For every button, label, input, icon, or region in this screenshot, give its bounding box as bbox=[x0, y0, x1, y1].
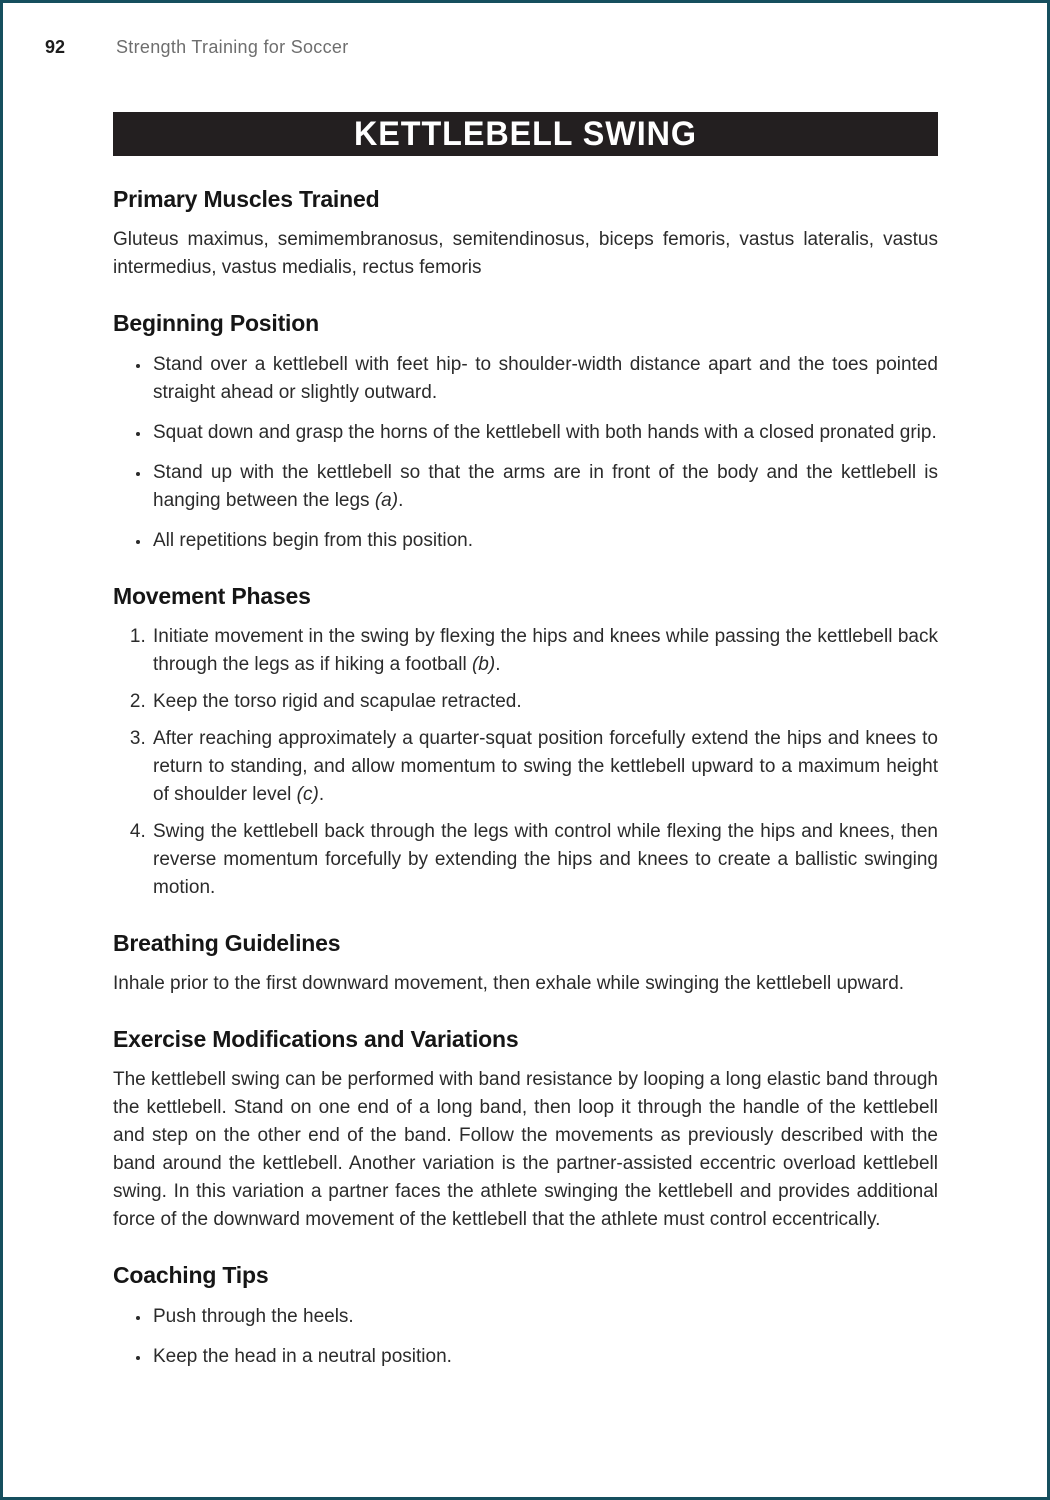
bullet-item bbox=[151, 1343, 938, 1371]
text-segment: Gluteus maximus, semimembranosus, semitendinosus, biceps femoris, vastus lateralis, vastus intermedius, vastus medialis, rectus femoris bbox=[113, 229, 938, 278]
text-segment: Initiate movement in the swing by flexing the hips and knees while passing the kettlebell back through the legs as if hiking a football bbox=[153, 626, 938, 675]
numbered-item bbox=[151, 818, 938, 902]
section-heading: Movement Phases bbox=[113, 583, 311, 609]
section-coaching-tips bbox=[113, 1262, 938, 1371]
section-heading: Primary Muscles Trained bbox=[113, 186, 380, 212]
section-primary-muscles bbox=[113, 186, 938, 282]
movement-phases-list bbox=[113, 623, 938, 902]
section-heading: Breathing Guidelines bbox=[113, 930, 341, 956]
page-number: 92 bbox=[45, 37, 66, 57]
coaching-tips-list bbox=[113, 1303, 938, 1371]
bullet-item bbox=[151, 351, 938, 407]
text-segment: . bbox=[495, 654, 501, 675]
text-segment: Stand up with the kettlebell so that the arms are in front of the body and the kettlebell is hanging between the legs bbox=[153, 462, 938, 511]
section-heading: Exercise Modifications and Variations bbox=[113, 1026, 519, 1052]
figure-reference-italic: (a) bbox=[374, 490, 399, 511]
section-heading: Beginning Position bbox=[113, 310, 319, 336]
section-breathing-guidelines bbox=[113, 930, 938, 998]
beginning-position-list bbox=[113, 351, 938, 555]
numbered-item bbox=[151, 725, 938, 809]
numbered-item bbox=[151, 623, 938, 679]
muscles-list-paragraph bbox=[113, 226, 938, 282]
text-segment: Keep the torso rigid and scapulae retracted. bbox=[153, 691, 522, 712]
section-beginning-position bbox=[113, 310, 938, 555]
breathing-paragraph bbox=[113, 970, 938, 998]
text-segment: After reaching approximately a quarter-squat position forcefully extend the hips and knees to return to standing, and allow momentum to swing the kettlebell upward to a maximum height of shoulder level bbox=[153, 728, 938, 805]
modifications-paragraph bbox=[113, 1066, 938, 1234]
text-segment: . bbox=[398, 490, 404, 511]
text-segment: All repetitions begin from this position. bbox=[153, 530, 473, 551]
bullet-item bbox=[151, 459, 938, 515]
section-heading: Coaching Tips bbox=[113, 1262, 269, 1288]
text-segment: Keep the head in a neutral position. bbox=[153, 1346, 452, 1367]
section-movement-phases bbox=[113, 583, 938, 902]
numbered-item bbox=[151, 688, 938, 716]
text-segment: Squat down and grasp the horns of the kettlebell with both hands with a closed pronated grip. bbox=[153, 422, 937, 443]
figure-reference-italic: (b) bbox=[471, 654, 496, 675]
page-content bbox=[113, 112, 938, 1371]
text-segment: . bbox=[318, 784, 325, 805]
text-segment: Inhale prior to the first downward movement, then exhale while swinging the kettlebell upward. bbox=[113, 973, 905, 994]
bullet-item bbox=[151, 527, 938, 555]
text-segment: Swing the kettlebell back through the legs with control while flexing the hips and knees, then reverse momentum forcefully by extending the hips and knees to create a ballistic swinging motion. bbox=[153, 821, 938, 898]
running-head: Strength Training for Soccer bbox=[116, 37, 349, 57]
page-header bbox=[45, 36, 938, 58]
bullet-item bbox=[151, 1303, 938, 1331]
text-segment: Push through the heels. bbox=[153, 1306, 354, 1327]
exercise-title: KETTLEBELL SWING bbox=[354, 114, 697, 153]
figure-reference-italic: (c) bbox=[296, 784, 319, 805]
section-exercise-modifications bbox=[113, 1026, 938, 1234]
text-segment: Stand over a kettlebell with feet hip- to shoulder-width distance apart and the toes pointed straight ahead or slightly outward. bbox=[153, 354, 938, 403]
bullet-item bbox=[151, 419, 938, 447]
text-segment: The kettlebell swing can be performed with band resistance by looping a long elastic band through the kettlebell. Stand on one end of a long band, then loop it through the handle of the kettlebell and step on the other end of the band. Follow the movements as previously described with the band around the kettlebell. Another variation is the partner-assisted eccentric overload kettlebell swing. In this variation a partner faces the athlete swinging the kettlebell and provides additional force of the downward movement of the kettlebell that the athlete must control eccentrically. bbox=[113, 1069, 938, 1230]
exercise-title-banner bbox=[113, 112, 938, 156]
